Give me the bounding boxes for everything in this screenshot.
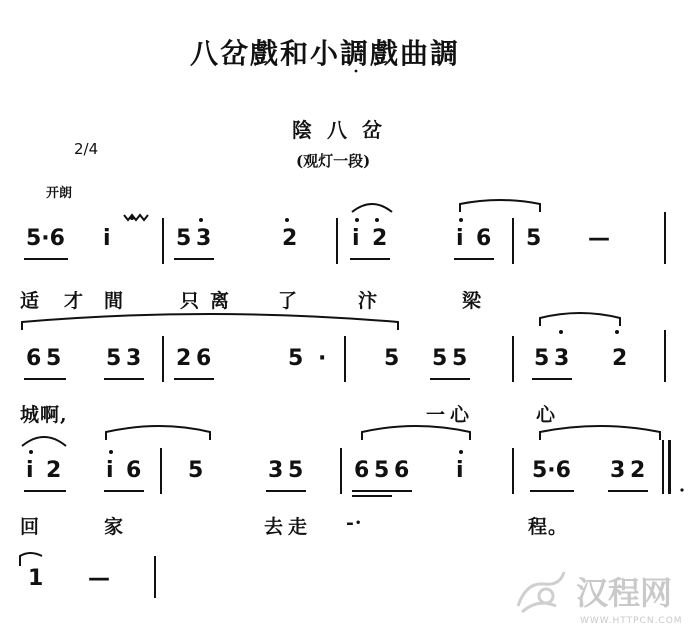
lyric: 汴 xyxy=(358,290,379,312)
note: 3 xyxy=(196,226,212,251)
slur xyxy=(362,426,470,440)
note: 3 xyxy=(126,346,142,371)
augmentation-dot: · xyxy=(318,346,327,371)
lyric: 离 xyxy=(210,290,231,312)
slur xyxy=(22,314,398,330)
lyric: 只 xyxy=(180,290,201,312)
lyric: 梁 xyxy=(462,290,483,312)
lyric: 才 xyxy=(64,290,85,312)
note: 5 xyxy=(452,346,468,371)
note: 5 xyxy=(46,346,62,371)
lyric: 心 xyxy=(536,404,557,426)
note: 3 xyxy=(268,458,284,483)
note: 5 xyxy=(288,346,304,371)
note: i xyxy=(456,226,464,251)
note: i xyxy=(106,458,114,483)
note: 6 xyxy=(476,226,492,251)
note: i xyxy=(456,458,464,483)
note: 1 xyxy=(28,566,44,591)
stray-mark xyxy=(680,488,683,491)
sustain-dash: — xyxy=(88,566,110,591)
watermark-logo-icon xyxy=(510,562,572,618)
song-title: 陰 八 岔 xyxy=(292,118,386,142)
note: 2 xyxy=(176,346,192,371)
sustain-dash: — xyxy=(588,226,610,251)
note: 3 xyxy=(554,346,570,371)
note: 2 xyxy=(630,458,646,483)
slur xyxy=(540,313,620,326)
note: 6 xyxy=(394,458,410,483)
lyric: 适 xyxy=(20,290,41,312)
note: i xyxy=(352,226,360,251)
note: 5 xyxy=(188,458,204,483)
lyric: 間 xyxy=(104,290,125,312)
note: 5·6 xyxy=(532,458,571,483)
note: 5 xyxy=(384,346,400,371)
lyric: 程。 xyxy=(528,516,569,538)
slur xyxy=(106,426,210,440)
note: 5 xyxy=(374,458,390,483)
lyric: 了 xyxy=(278,290,299,312)
note: 2 xyxy=(372,226,388,251)
watermark-brand: 汉程网 xyxy=(576,574,673,612)
note: 3 xyxy=(610,458,626,483)
note: 2 xyxy=(612,346,628,371)
tempo-marking: 开朗 xyxy=(46,186,73,201)
note: 5·6 xyxy=(26,226,65,251)
note: 2 xyxy=(46,458,62,483)
stray-mark xyxy=(355,70,358,73)
lyric: 啊, xyxy=(40,404,68,426)
slur xyxy=(352,204,392,212)
note: 5 xyxy=(106,346,122,371)
note: i xyxy=(26,458,34,483)
lyric: 家 xyxy=(104,516,125,538)
song-subtitle: (观灯一段) xyxy=(296,152,371,170)
note: 2 xyxy=(282,226,298,251)
note: 5 xyxy=(432,346,448,371)
time-signature: 2/4 xyxy=(74,140,99,158)
lyric: -· xyxy=(346,512,363,534)
lyric: 一 xyxy=(426,404,447,426)
lyric: 城 xyxy=(20,404,41,426)
lyric: 去 xyxy=(264,516,285,538)
lyric: 回 xyxy=(20,516,41,538)
note: i xyxy=(103,226,111,251)
slur xyxy=(20,553,42,566)
note: 5 xyxy=(288,458,304,483)
slur xyxy=(460,200,540,212)
lyric: 心 xyxy=(450,404,471,426)
watermark-url: WWW.HTTPCN.COM xyxy=(580,616,683,626)
trill-mark xyxy=(124,215,148,220)
note: 6 xyxy=(354,458,370,483)
note: 5 xyxy=(534,346,550,371)
page-title: 八岔戲和小調戲曲調 xyxy=(190,37,461,70)
slur xyxy=(22,437,66,446)
note: 6 xyxy=(126,458,142,483)
lyric: 走 xyxy=(288,516,309,538)
slur xyxy=(540,426,660,440)
note: 6 xyxy=(26,346,42,371)
note: 5 xyxy=(176,226,192,251)
note: 5 xyxy=(526,226,542,251)
note: 6 xyxy=(196,346,212,371)
